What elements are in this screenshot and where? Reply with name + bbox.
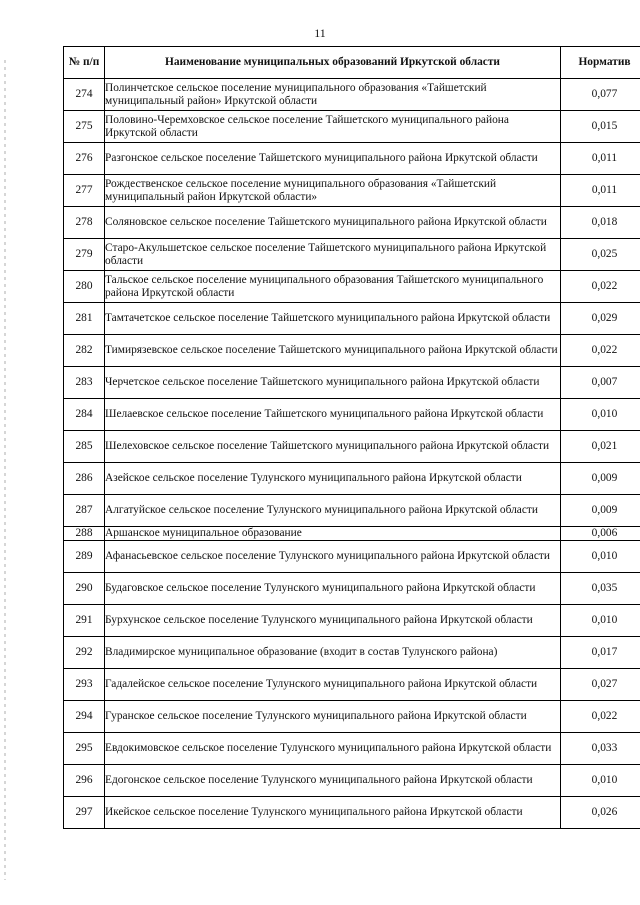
row-value: 0,018 xyxy=(561,207,640,239)
table-row xyxy=(64,541,640,573)
row-value: 0,025 xyxy=(561,239,640,271)
row-name: Половино-Черемховское сельское поселение Тайшетского муниципального района Иркутской области xyxy=(105,111,561,143)
row-value: 0,022 xyxy=(561,335,640,367)
row-name: Черчетское сельское поселение Тайшетского муниципального района Иркутской области xyxy=(105,367,561,399)
row-value: 0,009 xyxy=(561,463,640,495)
row-number: 283 xyxy=(64,367,105,399)
row-name: Соляновское сельское поселение Тайшетского муниципального района Иркутской области xyxy=(105,207,561,239)
row-value: 0,010 xyxy=(561,399,640,431)
row-value: 0,077 xyxy=(561,79,640,111)
table-header-row xyxy=(64,47,640,79)
row-number: 294 xyxy=(64,701,105,733)
header-num: № п/п xyxy=(64,47,105,79)
row-value: 0,006 xyxy=(561,527,640,541)
norm-table xyxy=(63,46,640,829)
row-name: Алгатуйское сельское поселение Тулунского муниципального района Иркутской области xyxy=(105,495,561,527)
row-number: 274 xyxy=(64,79,105,111)
row-number: 292 xyxy=(64,637,105,669)
row-number: 288 xyxy=(64,527,105,541)
row-number: 276 xyxy=(64,143,105,175)
row-value: 0,035 xyxy=(561,573,640,605)
row-value: 0,010 xyxy=(561,605,640,637)
row-number: 290 xyxy=(64,573,105,605)
table-row xyxy=(64,797,640,829)
row-name: Афанасьевское сельское поселение Тулунского муниципального района Иркутской области xyxy=(105,541,561,573)
row-name: Шелеховское сельское поселение Тайшетского муниципального района Иркутской области xyxy=(105,431,561,463)
table-row xyxy=(64,175,640,207)
row-name: Разгонское сельское поселение Тайшетского муниципального района Иркутской области xyxy=(105,143,561,175)
row-value: 0,010 xyxy=(561,541,640,573)
row-number: 279 xyxy=(64,239,105,271)
row-name: Икейское сельское поселение Тулунского муниципального района Иркутской области xyxy=(105,797,561,829)
row-name: Тимирязевское сельское поселение Тайшетского муниципального района Иркутской области xyxy=(105,335,561,367)
row-value: 0,010 xyxy=(561,765,640,797)
row-name: Азейское сельское поселение Тулунского муниципального района Иркутской области xyxy=(105,463,561,495)
row-number: 280 xyxy=(64,271,105,303)
table-row xyxy=(64,143,640,175)
row-name: Тальское сельское поселение муниципального образования Тайшетского муниципального района Иркутской области xyxy=(105,271,561,303)
row-name: Будаговское сельское поселение Тулунского муниципального района Иркутской области xyxy=(105,573,561,605)
table-row xyxy=(64,271,640,303)
row-value: 0,011 xyxy=(561,175,640,207)
row-value: 0,009 xyxy=(561,495,640,527)
header-value: Норматив xyxy=(561,47,640,79)
row-value: 0,017 xyxy=(561,637,640,669)
row-value: 0,026 xyxy=(561,797,640,829)
table-row xyxy=(64,733,640,765)
table-row xyxy=(64,605,640,637)
row-number: 285 xyxy=(64,431,105,463)
table-row xyxy=(64,669,640,701)
table-row xyxy=(64,527,640,541)
table-body xyxy=(64,79,640,829)
row-number: 278 xyxy=(64,207,105,239)
table-row xyxy=(64,335,640,367)
row-value: 0,015 xyxy=(561,111,640,143)
row-name: Едогонское сельское поселение Тулунского муниципального района Иркутской области xyxy=(105,765,561,797)
row-name: Полинчетское сельское поселение муниципального образования «Тайшетский муниципальный район» Иркутской области xyxy=(105,79,561,111)
table-row xyxy=(64,367,640,399)
row-value: 0,007 xyxy=(561,367,640,399)
row-name: Владимирское муниципальное образование (входит в состав Тулунского района) xyxy=(105,637,561,669)
table-row xyxy=(64,495,640,527)
table-row xyxy=(64,239,640,271)
row-name: Старо-Акульшетское сельское поселение Тайшетского муниципального района Иркутской области xyxy=(105,239,561,271)
row-number: 295 xyxy=(64,733,105,765)
row-number: 281 xyxy=(64,303,105,335)
row-number: 297 xyxy=(64,797,105,829)
row-number: 291 xyxy=(64,605,105,637)
row-number: 287 xyxy=(64,495,105,527)
row-number: 296 xyxy=(64,765,105,797)
row-name: Евдокимовское сельское поселение Тулунского муниципального района Иркутской области xyxy=(105,733,561,765)
row-name: Рождественское сельское поселение муниципального образования «Тайшетский муниципальный район Иркутской области» xyxy=(105,175,561,207)
row-name: Тамтачетское сельское поселение Тайшетского муниципального района Иркутской области xyxy=(105,303,561,335)
table-row xyxy=(64,637,640,669)
table-row xyxy=(64,573,640,605)
table-row xyxy=(64,701,640,733)
row-value: 0,033 xyxy=(561,733,640,765)
scan-margin-artifact xyxy=(4,60,6,880)
table-row xyxy=(64,303,640,335)
row-number: 277 xyxy=(64,175,105,207)
row-value: 0,029 xyxy=(561,303,640,335)
row-name: Шелаевское сельское поселение Тайшетского муниципального района Иркутской области xyxy=(105,399,561,431)
row-value: 0,022 xyxy=(561,271,640,303)
table-row xyxy=(64,207,640,239)
table-row xyxy=(64,431,640,463)
header-name: Наименование муниципальных образований Иркутской области xyxy=(105,47,561,79)
row-number: 284 xyxy=(64,399,105,431)
row-number: 275 xyxy=(64,111,105,143)
row-value: 0,022 xyxy=(561,701,640,733)
page-number: 11 xyxy=(314,26,326,40)
row-name: Бурхунское сельское поселение Тулунского муниципального района Иркутской области xyxy=(105,605,561,637)
row-name: Аршанское муниципальное образование xyxy=(105,527,561,541)
row-number: 289 xyxy=(64,541,105,573)
row-number: 286 xyxy=(64,463,105,495)
row-number: 293 xyxy=(64,669,105,701)
row-name: Гадалейское сельское поселение Тулунского муниципального района Иркутской области xyxy=(105,669,561,701)
row-name: Гуранское сельское поселение Тулунского муниципального района Иркутской области xyxy=(105,701,561,733)
table-row xyxy=(64,463,640,495)
row-number: 282 xyxy=(64,335,105,367)
row-value: 0,021 xyxy=(561,431,640,463)
row-value: 0,011 xyxy=(561,143,640,175)
row-value: 0,027 xyxy=(561,669,640,701)
table-row xyxy=(64,399,640,431)
table-row xyxy=(64,111,640,143)
table-row xyxy=(64,79,640,111)
table-row xyxy=(64,765,640,797)
